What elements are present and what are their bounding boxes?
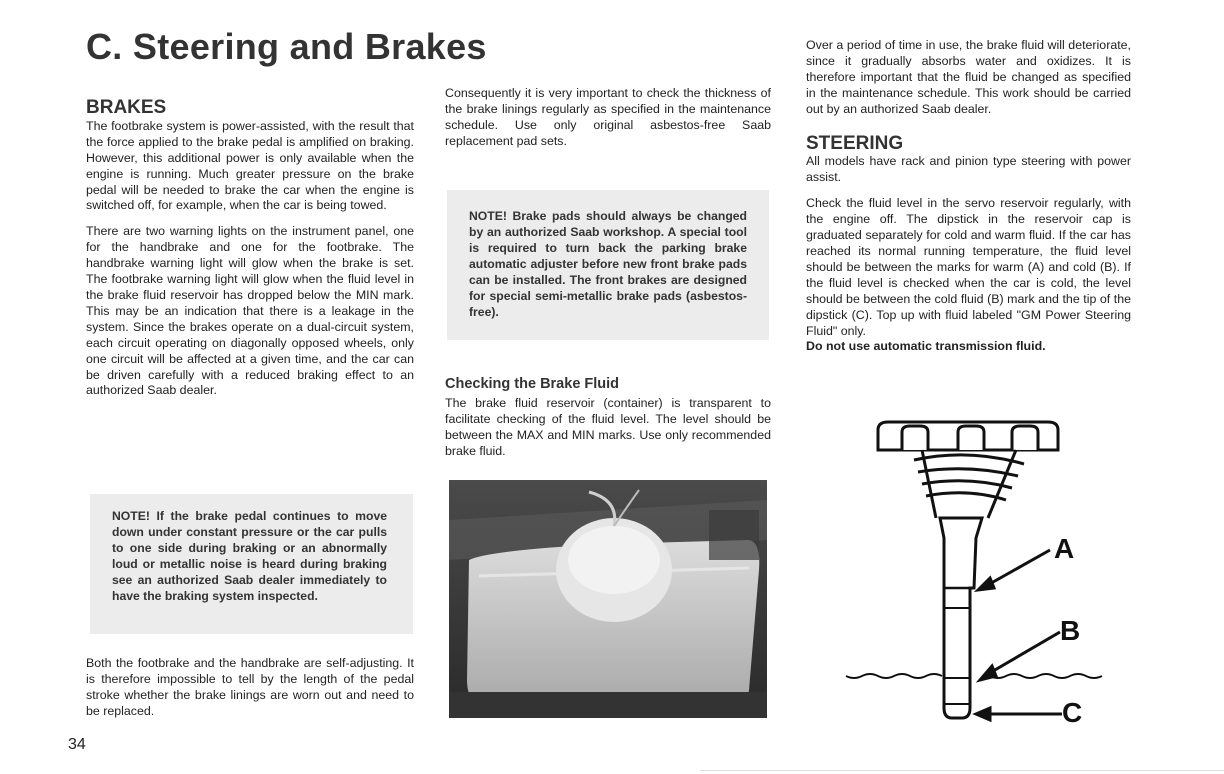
page-number: 34 <box>68 736 86 753</box>
fluid-level <box>846 674 1102 678</box>
brake-pedal-note: NOTE! If the brake pedal continues to move down under constant pressure or the car pulls to one side during braking or an abnormally loud or metallic noise is heard during braking see an authorized Saab dealer immediately to have the braking system inspected. <box>90 494 413 634</box>
brakes-paragraph-1: The footbrake system is power-assisted, with the result that the force applied to the brake pedal is amplified on braking. However, this additional power is only available when the engine is running. Much greater pressure on the brake pedal will be needed to brake the car when the engine is switched off, for example, when the car is being towed. <box>86 118 414 213</box>
brake-fluid-section <box>445 377 771 470</box>
brake-fluid-paragraph-2: Over a period of time in use, the brake fluid will deteriorate, since it gradually absorbs water and oxidizes. It is therefore important that the fluid be changed as specified in the maintenance schedule. This work should be carried out by an authorized Saab dealer. <box>806 38 1131 116</box>
steering-paragraph-2-text: Check the fluid level in the servo reservoir regularly, with the engine off. The dipstick in the reservoir cap is graduated separately for cold and warm fluid. If the car has reached its normal running temperature, the fluid level should be between the marks for warm (A) and cold (B). If the fluid level is checked when the car is cold, the level should be between the cold fluid (B) mark and the tip of the dipstick (C). Top up with fluid labeled "GM Power Steering Fluid" only. <box>806 196 1131 338</box>
steering-heading: STEERING <box>806 132 904 154</box>
steering-warning: Do not use automatic transmission fluid. <box>806 339 1046 354</box>
column-left-bottom <box>86 656 414 730</box>
brake-fluid-paragraph: The brake fluid reservoir (container) is transparent to facilitate checking of the fluid level. The level should be between the MAX and MIN marks. Use only recommended brake fluid. <box>445 395 771 458</box>
label-a: A <box>1054 533 1075 564</box>
spring <box>914 450 1024 518</box>
column-left <box>86 97 414 409</box>
steering-paragraph-1: All models have rack and pinion type steering with power assist. <box>806 154 1131 185</box>
brake-fluid-reservoir-photo <box>449 480 767 718</box>
steering-paragraph-2 <box>806 196 1131 355</box>
brakes-heading: BRAKES <box>86 97 167 118</box>
dipstick <box>940 518 982 718</box>
brakes-paragraph-4: Consequently it is very important to check the thickness of the brake linings regularly as specified in the maintenance schedule. Use only original asbestos-free Saab replacement pad sets. <box>445 86 771 148</box>
label-arrows <box>976 550 1062 720</box>
label-c: C <box>1062 697 1083 728</box>
brake-fluid-heading: Checking the Brake Fluid <box>445 376 620 392</box>
column-middle <box>445 86 771 160</box>
label-b: B <box>1060 615 1081 646</box>
brakes-paragraph-3: Both the footbrake and the handbrake are self-adjusting. It is therefore impossible to tell by the length of the pedal stroke whether the brake linings are worn out and need to be replaced. <box>86 656 414 718</box>
column-right <box>806 38 1131 355</box>
page-edge-line <box>700 770 1224 771</box>
brake-pads-note: NOTE! Brake pads should always be changed by an authorized Saab workshop. A special tool is required to turn back the parking brake automatic adjuster before new front brake pads can be installed. The front brakes are designed for special semi-metallic brake pads (asbestos-free). <box>447 190 769 340</box>
page-title: C. Steering and Brakes <box>86 26 487 67</box>
brakes-paragraph-2: There are two warning lights on the instrument panel, one for the handbrake and one for the footbrake. The handbrake warning light will glow when the brake is set. The footbrake warning light will glow when the fluid level in the brake fluid reservoir has dropped below the MIN mark. This may be an indication that there is a leakage in the system. Since the brakes operate on a dual-circuit system, each circuit operating on diagonally opposed wheels, only one circuit will be affected at a given time, and the car can be driven carefully with a reduced braking effect to an authorized Saab dealer. <box>86 224 414 398</box>
dipstick-diagram <box>840 408 1120 728</box>
